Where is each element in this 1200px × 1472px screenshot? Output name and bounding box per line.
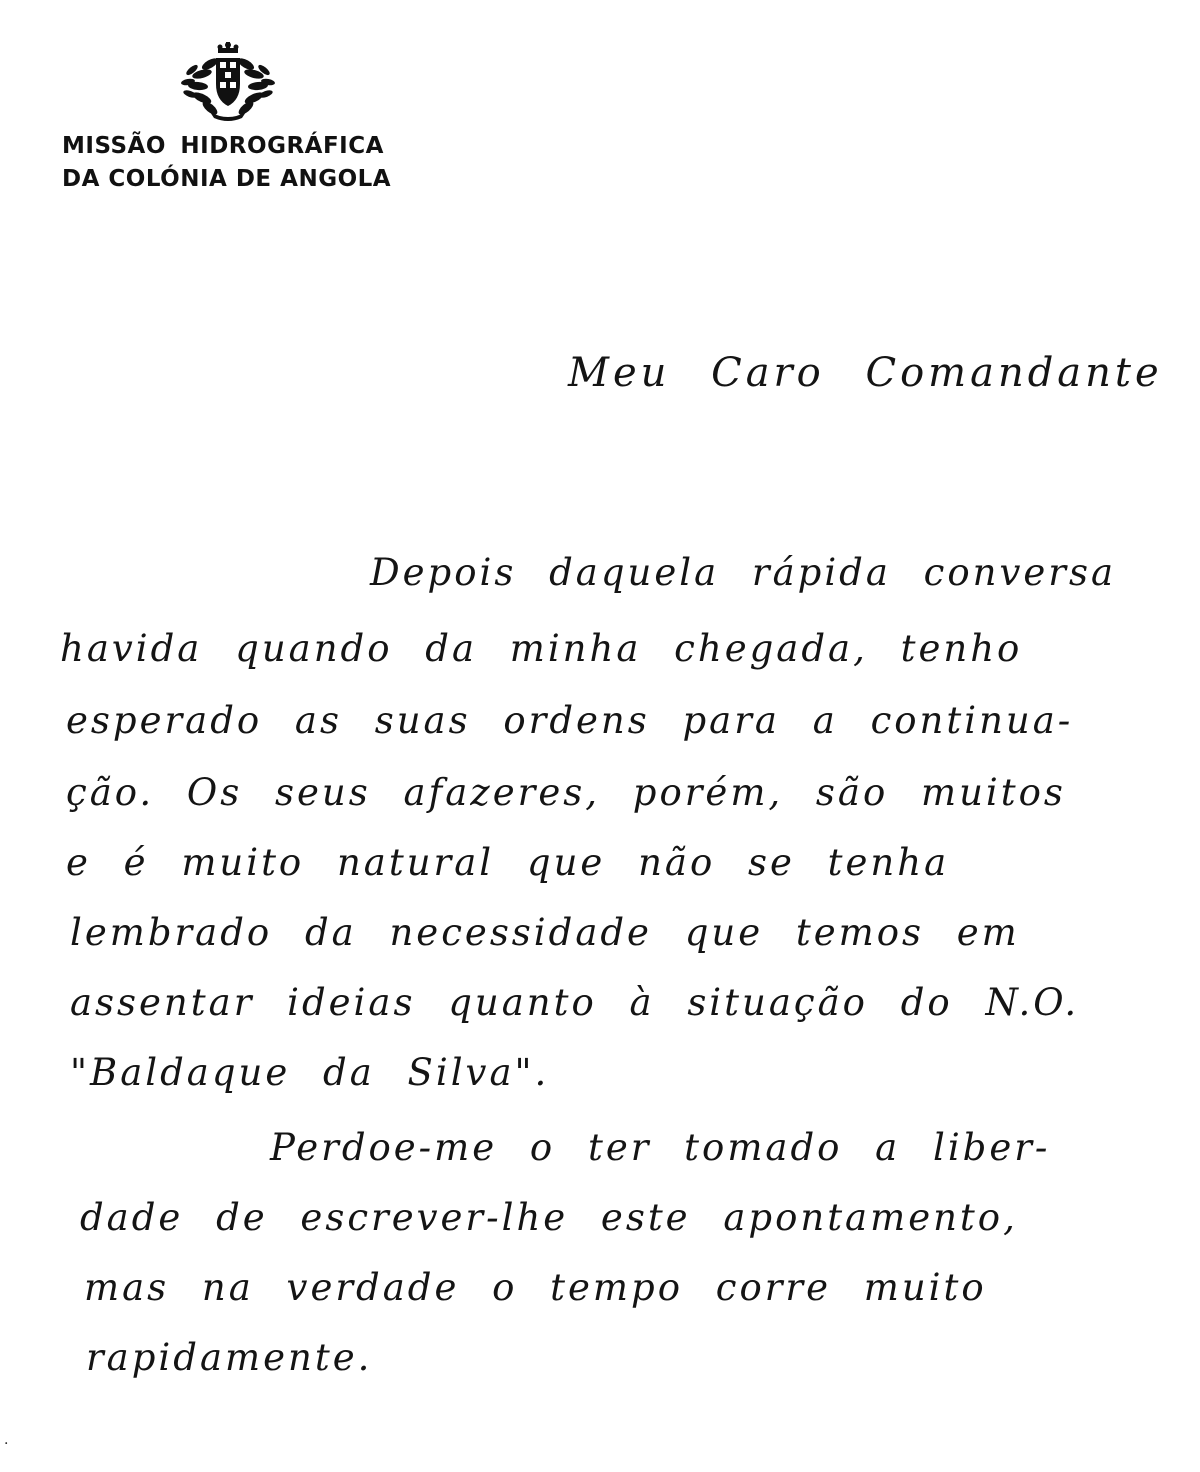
letterhead-line-1: MISSÃO HIDROGRÁFICA	[62, 133, 384, 159]
letterhead-title	[62, 130, 391, 196]
letter-line: e é muito natural que não se tenha	[66, 841, 950, 884]
letter-line: assentar ideias quanto à situação do N.O.	[70, 981, 1080, 1024]
letter-line: lembrado da necessidade que temos em	[70, 911, 1020, 954]
salutation: Meu Caro Comandante	[568, 350, 1163, 396]
letter-line: esperado as suas ordens para a continua-	[66, 699, 1074, 742]
letter-line: dade de escrever-lhe este apontamento,	[80, 1196, 1018, 1239]
letter-line: havida quando da minha chegada, tenho	[60, 627, 1023, 670]
letter-line: mas na verdade o tempo corre muito	[84, 1266, 987, 1309]
crowned-wreath-emblem-icon	[180, 42, 276, 122]
letter-line: Perdoe-me o ter tomado a liber-	[270, 1126, 1051, 1169]
margin-speck: ·	[4, 1436, 9, 1452]
letterhead-line-2: DA COLÓNIA DE ANGOLA	[62, 166, 392, 192]
letter-line: ção. Os seus afazeres, porém, são muitos	[66, 771, 1066, 814]
letter-line: Depois daquela rápida conversa	[370, 551, 1117, 594]
letter-line: "Baldaque da Silva".	[70, 1051, 550, 1094]
letter-line: rapidamente.	[86, 1336, 373, 1379]
